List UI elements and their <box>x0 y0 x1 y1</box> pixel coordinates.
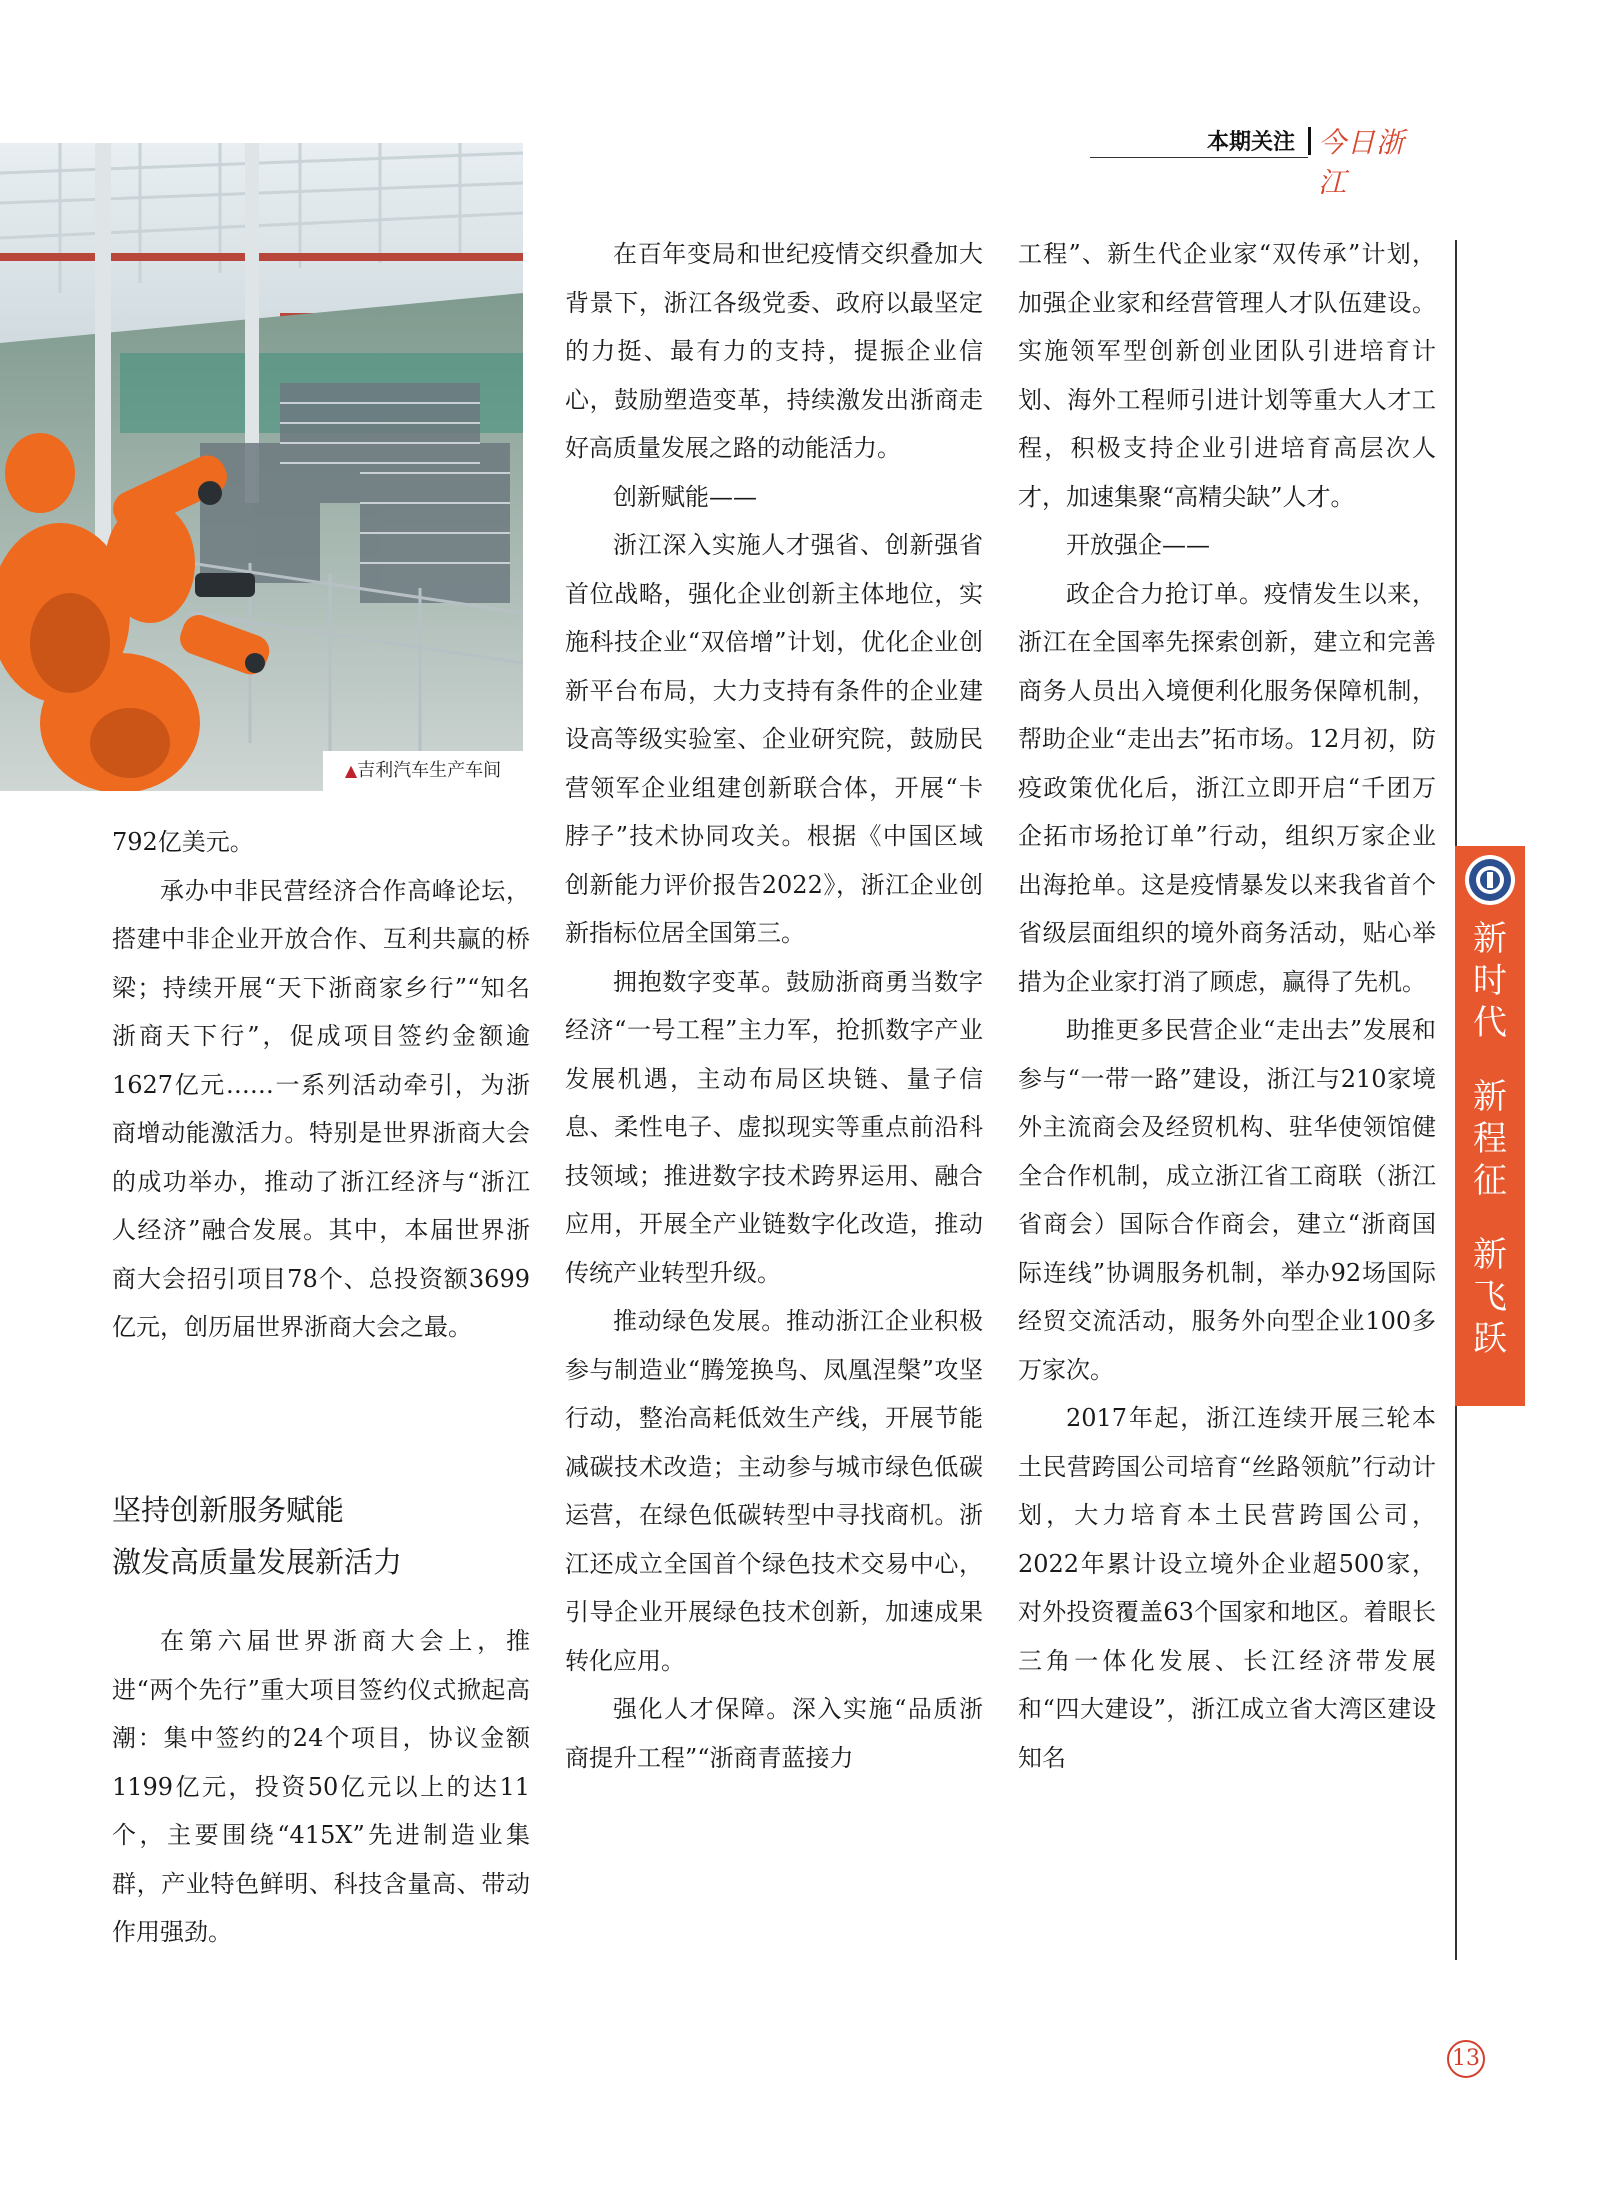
section-label: 本期关注 <box>1206 130 1295 155</box>
tab-char: 代 <box>1473 1003 1507 1043</box>
tab-char: 新 <box>1473 1077 1507 1117</box>
paragraph: 强化人才保障。深入实施“品质浙商提升工程”“浙商青蓝接力 <box>565 1695 983 1772</box>
tab-char: 新 <box>1473 919 1507 959</box>
paragraph: 工程”、新生代企业家“双传承”计划，加强企业家和经营管理人才队伍建设。实施领军型创新创业团队引进培育计划、海外工程师引进计划等重大人才工程，积极支持企业引进培育高层次人才，加速集聚“高精尖缺”人才。 <box>1018 240 1436 511</box>
paragraph: 推动绿色发展。推动浙江企业积极参与制造业“腾笼换鸟、凤凰涅槃”攻坚行动，整治高耗低效生产线，开展节能减碳技术改造；主动参与城市绿色低碳运营，在绿色低碳转型中寻找商机。浙江还成立全国首个绿色技术交易中心，引导企业开展绿色技术创新，加速成果转化应用。 <box>565 1307 983 1675</box>
magazine-logo: 今日浙江 <box>1318 126 1406 199</box>
photo-caption-text: 吉利汽车生产车间 <box>357 760 502 781</box>
paragraph: 助推更多民营企业“走出去”发展和参与“一带一路”建设，浙江与210家境外主流商会及经贸机构、驻华使领馆健全合作机制，成立浙江省工商联（浙江省商会）国际合作商会，建立“浙商国际连线”协调服务机制，举办92场国际经贸交流活动，服务外向型企业100多万家次。 <box>1018 1016 1436 1384</box>
caption-triangle-icon: ▲ <box>344 761 358 780</box>
column-1-bottom <box>112 1617 530 1957</box>
tab-text-1 <box>1455 918 1525 1044</box>
emblem-icon <box>1464 854 1516 906</box>
theme-side-tab <box>1455 846 1525 1406</box>
tab-text-3 <box>1455 1234 1525 1360</box>
subhead-opening: 开放强企—— <box>1066 531 1210 559</box>
tab-char: 新 <box>1473 1235 1507 1275</box>
photo-caption <box>323 751 523 791</box>
page-header <box>1090 125 1430 199</box>
paragraph: 2017年起，浙江连续开展三轮本土民营跨国公司培育“丝路领航”行动计划，大力培育本土民营跨国公司，2022年累计设立境外企业超500家，对外投资覆盖63个国家和地区。着眼长三角一体化发展、长江经济带发展和“四大建设”，浙江成立省大湾区建设知名 <box>1018 1404 1436 1772</box>
header-divider <box>1308 127 1311 155</box>
tab-char: 时 <box>1473 961 1507 1001</box>
column-3 <box>1018 230 1436 1782</box>
section-heading-line-2: 激发高质量发展新活力 <box>112 1545 403 1579</box>
header-rule <box>1090 157 1308 158</box>
paragraph: 在第六届世界浙商大会上，推进“两个先行”重大项目签约仪式掀起高潮：集中签约的24个项目，协议金额1199亿元，投资50亿元以上的达11个，主要围绕“415X”先进制造业集群，产业特色鲜明、科技含量高、带动作用强劲。 <box>112 1627 530 1946</box>
tab-char: 飞 <box>1473 1277 1507 1317</box>
paragraph: 承办中非民营经济合作高峰论坛，搭建中非企业开放合作、互利共赢的桥梁；持续开展“天下浙商家乡行”“知名浙商天下行”，促成项目签约金额逾1627亿元……一系列活动牵引，为浙商增动能激活力。特别是世界浙商大会的成功举办，推动了浙江经济与“浙江人经济”融合发展。其中，本届世界浙商大会招引项目78个、总投资额3699亿元，创历届世界浙商大会之最。 <box>112 876 530 1341</box>
section-heading <box>112 1484 530 1588</box>
paragraph: 792亿美元。 <box>112 828 254 856</box>
factory-photo-illustration <box>0 143 523 791</box>
tab-char: 征 <box>1473 1161 1507 1201</box>
paragraph: 在百年变局和世纪疫情交织叠加大背景下，浙江各级党委、政府以最坚定的力挺、最有力的支持，提振企业信心，鼓励塑造变革，持续激发出浙商走好高质量发展之路的动能活力。 <box>565 240 983 462</box>
tab-text-2 <box>1455 1076 1525 1202</box>
paragraph: 拥抱数字变革。鼓励浙商勇当数字经济“一号工程”主力军，抢抓数字产业发展机遇，主动布局区块链、量子信息、柔性电子、虚拟现实等重点前沿科技领域；推进数字技术跨界运用、融合应用，开展全产业链数字化改造，推动传统产业转型升级。 <box>565 967 983 1287</box>
section-heading-line-1: 坚持创新服务赋能 <box>112 1493 345 1527</box>
paragraph: 浙江深入实施人才强省、创新强省首位战略，强化企业创新主体地位，实施科技企业“双倍增”计划，优化企业创新平台布局，大力支持有条件的企业建设高等级实验室、企业研究院，鼓励民营领军企业组建创新联合体，开展“卡脖子”技术协同攻关。根据《中国区域创新能力评价报告2022》，浙江企业创新指标位居全国第三。 <box>565 531 983 947</box>
column-2 <box>565 230 983 1782</box>
page-number: 13 <box>1447 2040 1485 2078</box>
subhead-innovation: 创新赋能—— <box>613 482 757 511</box>
tab-char: 程 <box>1473 1119 1507 1159</box>
factory-photo <box>0 143 523 791</box>
tab-char: 跃 <box>1473 1319 1507 1359</box>
paragraph: 政企合力抢订单。疫情发生以来，浙江在全国率先探索创新，建立和完善商务人员出入境便利化服务保障机制，帮助企业“走出去”拓市场。12月初，防疫政策优化后，浙江立即开启“千团万企拓市场抢订单”行动，组织万家企业出海抢单。这是疫情暴发以来我省首个省级层面组织的境外商务活动，贴心举措为企业家打消了顾虑，赢得了先机。 <box>1018 579 1436 996</box>
column-1-top <box>112 818 530 1352</box>
